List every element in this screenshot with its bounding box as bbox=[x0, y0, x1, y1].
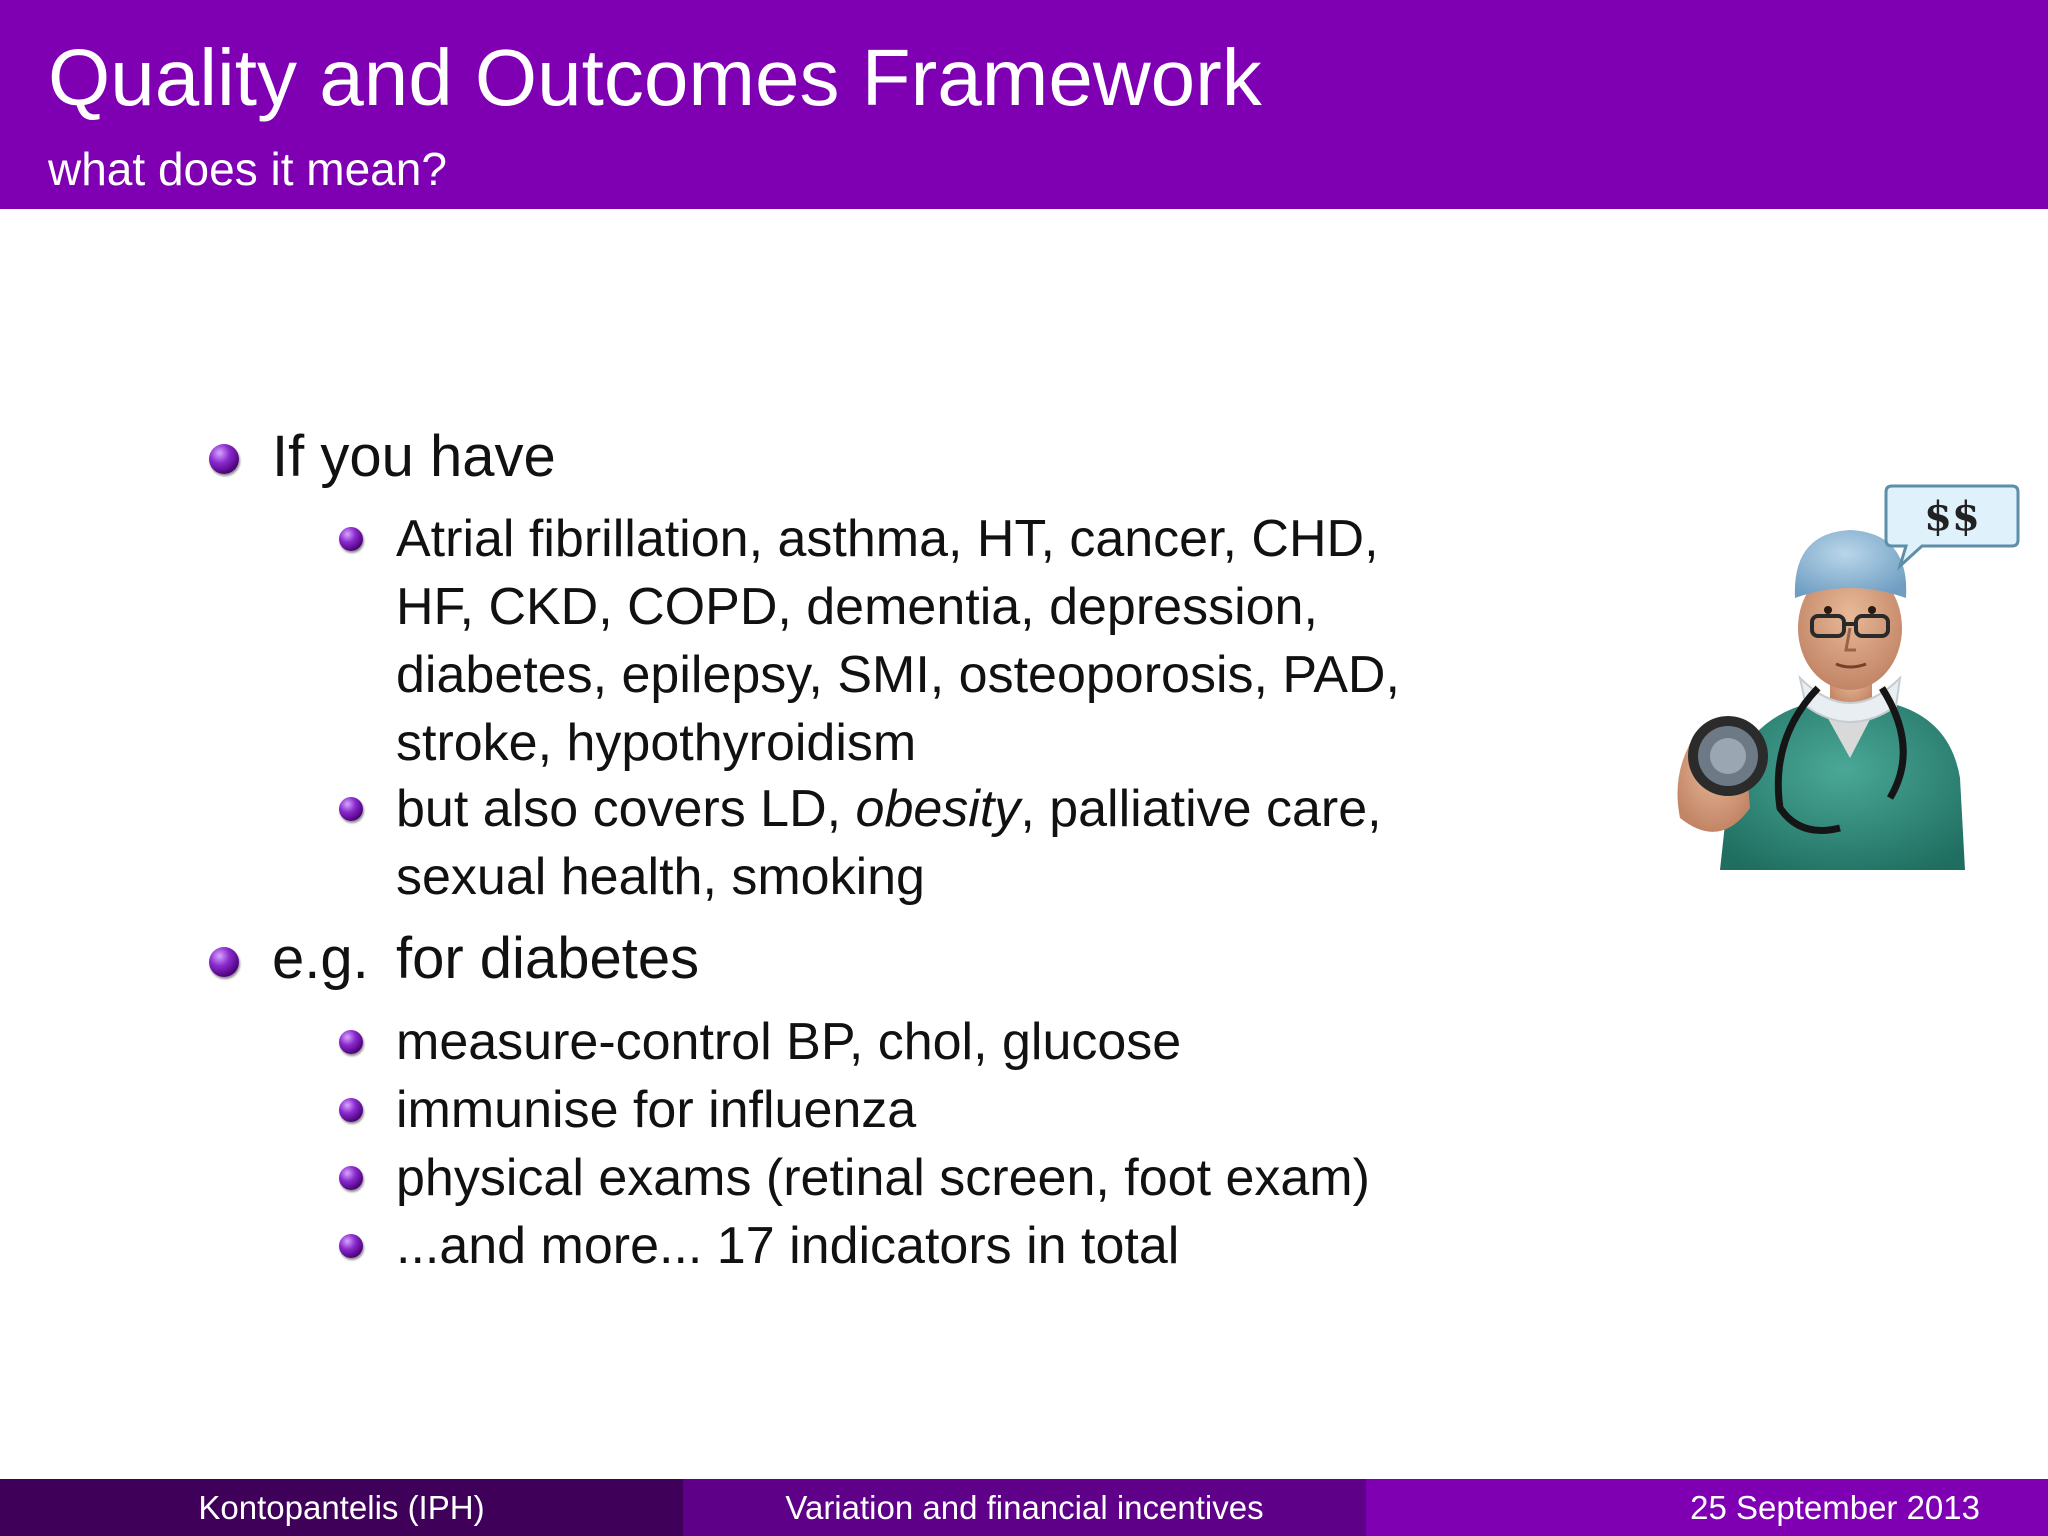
diabetes-indicator-4: ...and more... 17 indicators in total bbox=[396, 1217, 1180, 1275]
bullet-ball-icon bbox=[209, 947, 239, 977]
obesity-emphasis: obesity bbox=[855, 780, 1021, 838]
footer-author: Kontopantelis (IPH) bbox=[0, 1479, 683, 1536]
slide-footer bbox=[0, 1479, 2048, 1536]
sub-bullet-ball-icon bbox=[339, 1098, 363, 1122]
also-covers-text: but also covers LD, bbox=[396, 780, 856, 838]
conditions-line-1: Atrial fibrillation, asthma, HT, cancer, CHD, bbox=[396, 510, 1379, 568]
slide-subtitle: what does it mean? bbox=[48, 143, 447, 195]
speech-bubble-dollar-text: $$ bbox=[1924, 493, 1980, 540]
also-covers-line-1 bbox=[396, 775, 1382, 843]
sub-bullet-ball-icon bbox=[339, 797, 363, 821]
also-covers-rest: , palliative care, bbox=[1020, 780, 1382, 838]
diabetes-indicator-2: immunise for influenza bbox=[396, 1081, 917, 1139]
diabetes-indicator-3: physical exams (retinal screen, foot exam) bbox=[396, 1149, 1370, 1207]
eg-tag: e.g. bbox=[272, 926, 369, 991]
bullet-if-you-have: If you have bbox=[272, 424, 556, 489]
sub-bullet-ball-icon bbox=[339, 1030, 363, 1054]
sub-bullet-ball-icon bbox=[339, 1166, 363, 1190]
diabetes-indicator-1: measure-control BP, chol, glucose bbox=[396, 1013, 1182, 1071]
sub-bullet-ball-icon bbox=[339, 1234, 363, 1258]
conditions-line-2: HF, CKD, COPD, dementia, depression, bbox=[396, 578, 1318, 636]
bullet-ball-icon bbox=[209, 444, 239, 474]
conditions-line-3: diabetes, epilepsy, SMI, osteoporosis, PAD, bbox=[396, 646, 1400, 704]
footer-talk-title: Variation and financial incentives bbox=[683, 1479, 1366, 1536]
doctor-stethoscope-illustration bbox=[1660, 478, 2020, 870]
conditions-line-4: stroke, hypothyroidism bbox=[396, 714, 917, 772]
footer-date: 25 September 2013 bbox=[1366, 1479, 2048, 1536]
sub-bullet-ball-icon bbox=[339, 527, 363, 551]
slide-title: Quality and Outcomes Framework bbox=[48, 33, 1262, 122]
bullet-for-diabetes: for diabetes bbox=[396, 926, 700, 991]
also-covers-line-2: sexual health, smoking bbox=[396, 848, 925, 906]
